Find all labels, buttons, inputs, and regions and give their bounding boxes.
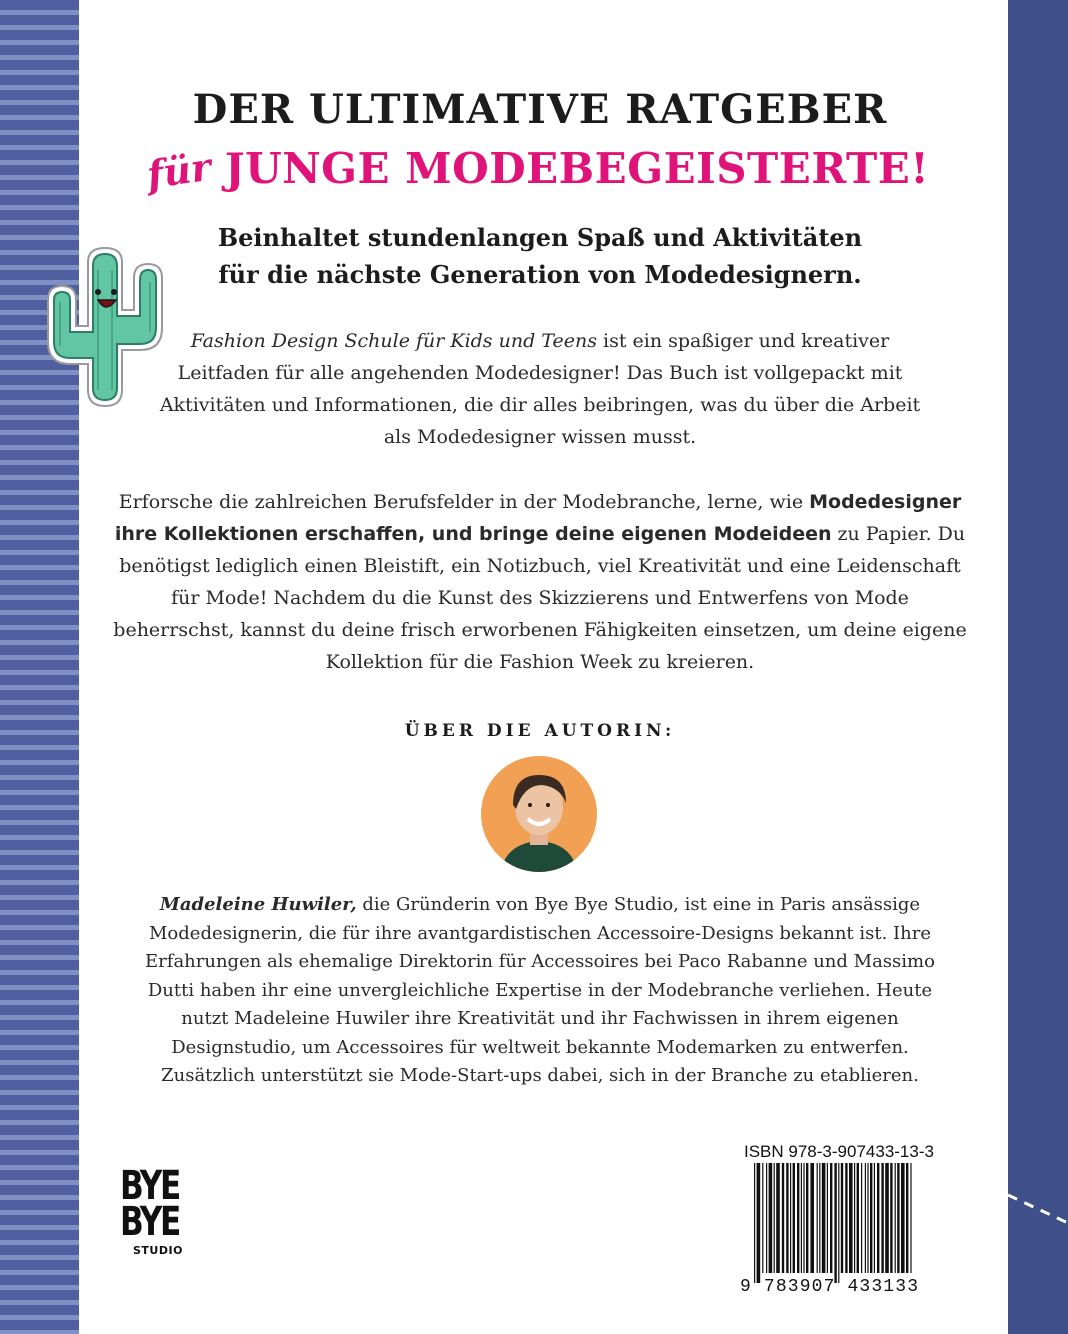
- author-name: Madeleine Huwiler,: [159, 894, 357, 915]
- barcode-bar: [857, 1163, 859, 1273]
- barcode-bar: [790, 1163, 791, 1273]
- logo-line-3: STUDIO: [133, 1244, 183, 1257]
- barcode-bar: [885, 1163, 889, 1273]
- barcode-bar: [806, 1163, 808, 1273]
- barcode-bar: [757, 1163, 761, 1283]
- logo-line-2: BYE: [120, 1199, 179, 1245]
- headline-prefix: für: [143, 143, 214, 198]
- right-color-band: [1008, 0, 1068, 1334]
- explore-text-after: zu Papier. Du benötigst lediglich einen Bleistift, ein Notizbuch, viel Kreativität und eine Leidenschaft für Mode! Nachdem du die Kunst des Skizzierens und Entwerfens von Mode beherrschst, kannst du deine frisch erworbenen Fähigkeiten einsetzen, um deine eigene Kollektion für die Fashion Week zu kreieren.: [113, 523, 967, 673]
- explore-paragraph: [110, 486, 970, 678]
- publisher-logo: [120, 1163, 190, 1257]
- barcode-bar: [874, 1163, 875, 1273]
- barcode-bar: [901, 1163, 905, 1273]
- barcode-bar: [849, 1163, 853, 1273]
- intro-paragraph: [150, 325, 930, 453]
- barcode-bar: [819, 1163, 820, 1273]
- about-author-heading: ÜBER DIE AUTORIN:: [404, 721, 676, 741]
- barcode-bar: [793, 1163, 795, 1273]
- barcode-bar: [910, 1163, 911, 1273]
- intro-text: ist ein spaßiger und kreativer Leitfaden für alle angehenden Modedesigner! Das Buch ist vollgepackt mit Aktivitäten und Informationen, die dir alles beibringen, was du über die Arbeit als Modedesigner wissen musst.: [159, 330, 921, 448]
- barcode-bar: [762, 1163, 763, 1273]
- barcode-bar: [845, 1163, 847, 1273]
- barcode-bar: [774, 1163, 775, 1273]
- barcode-bar: [803, 1163, 804, 1273]
- isbn-label: ISBN 978-3-907433-13-3: [744, 1142, 934, 1161]
- barcode-digits: 9 783907 433133: [740, 1277, 918, 1295]
- barcode-bar: [881, 1163, 883, 1273]
- barcode-bar: [906, 1163, 908, 1273]
- author-bio: [130, 891, 950, 1091]
- barcode-bar: [769, 1163, 773, 1273]
- headline-pink-text: JUNGE MODEBEGEISTERTE!: [224, 144, 930, 193]
- author-bio-text: die Gründerin von Bye Bye Studio, ist eine in Paris ansässige Modedesignerin, die für ihre avantgardistischen Accessoire-Designs bekannt ist. Ihre Erfahrungen als ehemalige Direktorin für Accessoires bei Paco Rabanne und Massimo Dutti haben ihr eine unvergleichliche Expertise in der Modebranche verliehen. Heute nutzt Madeleine Huwiler ihre Kreativität und ihr Fachwissen in ihrem eigenen Designstudio, um Accessoires für weltweit bekannte Modemarken zu entwerfen. Zusätzlich unterstützt sie Mode-Start-ups dabei, sich in der Branche zu etablieren.: [145, 894, 935, 1086]
- barcode-bar: [782, 1163, 784, 1273]
- barcode-bar: [822, 1163, 826, 1273]
- barcode-bar: [817, 1163, 818, 1273]
- explore-text-before: Erforsche die zahlreichen Berufsfelder in der Modebranche, lerne, wie: [118, 491, 810, 513]
- barcode-bar: [776, 1163, 780, 1273]
- subtitle: [140, 219, 940, 293]
- stitch-line-decoration: [1008, 1185, 1068, 1235]
- barcode-bar: [801, 1163, 802, 1273]
- barcode-bar: [865, 1163, 866, 1273]
- barcode-bar: [890, 1163, 892, 1273]
- barcode-bar: [838, 1163, 839, 1283]
- barcode-bar: [854, 1163, 855, 1273]
- headline-line-2: [138, 128, 938, 198]
- barcode-bar: [797, 1163, 799, 1273]
- subtitle-line-2: für die nächste Generation von Modedesignern.: [218, 260, 862, 289]
- barcode-bar: [867, 1163, 868, 1273]
- barcode-bar: [766, 1163, 767, 1273]
- barcode-bar: [897, 1163, 899, 1273]
- book-title: Fashion Design Schule für Kids und Teens: [190, 330, 597, 352]
- barcode-bar: [810, 1163, 814, 1273]
- left-stripe-border: [0, 0, 79, 1334]
- explore-text-bold: Modedesigner ihre Kollektionen erschaffen, und bringe deine eigenen Modeideen: [114, 491, 962, 545]
- author-portrait: [480, 755, 598, 873]
- barcode-bar: [830, 1163, 832, 1273]
- barcode-bar: [895, 1163, 896, 1273]
- barcode-bar: [861, 1163, 862, 1273]
- barcode-bar: [877, 1163, 879, 1273]
- logo-line-1: BYE: [120, 1163, 179, 1209]
- barcode-bar: [834, 1163, 836, 1283]
- barcode-bar: [827, 1163, 828, 1273]
- barcode-bar: [841, 1163, 843, 1273]
- barcode: [740, 1163, 920, 1295]
- barcode-bar: [870, 1163, 872, 1273]
- subtitle-line-1: Beinhaltet stundenlangen Spaß und Aktivitäten: [217, 223, 863, 252]
- barcode-bar: [786, 1163, 788, 1273]
- barcode-bar: [754, 1163, 755, 1283]
- headline-line-1: DER ULTIMATIVE RATGEBER: [192, 86, 888, 133]
